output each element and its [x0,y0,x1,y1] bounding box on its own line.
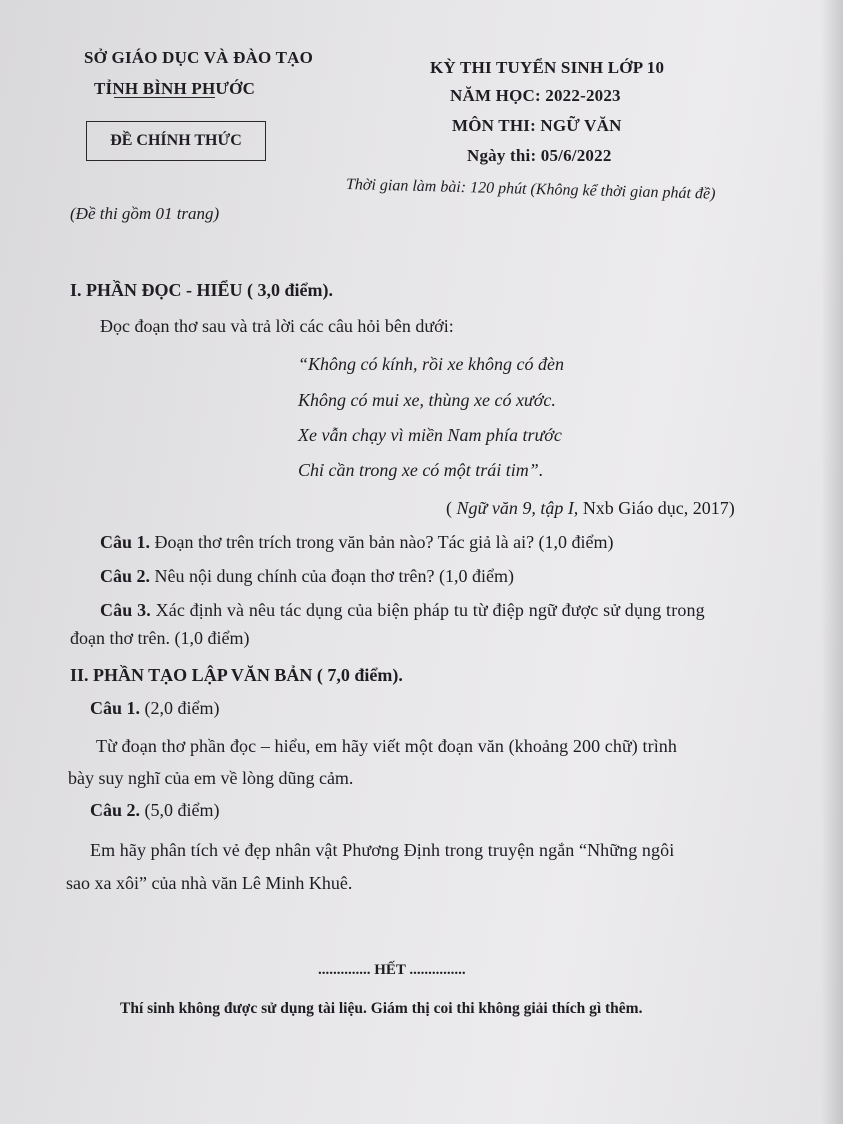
part1-heading: I. PHẦN ĐỌC - HIỂU ( 3,0 điểm). [70,280,333,300]
exam-title: KỲ THI TUYỂN SINH LỚP 10 [430,58,665,77]
school-year: NĂM HỌC: 2022-2023 [450,86,621,105]
poem-line: Xe vẫn chạy vì miền Nam phía trước [298,425,562,445]
part2-question-1-line1: Từ đoạn thơ phần đọc – hiểu, em hãy viết một đoạn văn (khoảng 200 chữ) trình [96,736,677,756]
official-exam-box [86,121,266,161]
part2-heading: II. PHẦN TẠO LẬP VĂN BẢN ( 7,0 điểm). [70,665,403,685]
source-publisher: Nxb Giáo dục, 2017) [578,498,735,518]
exam-duration: Thời gian làm bài: 120 phút (Không kể thời gian phát đề) [345,176,716,203]
exam-date: Ngày thi: 05/6/2022 [467,146,612,165]
end-marker: .............. HẾT ............... [318,962,466,978]
department-name: SỞ GIÁO DỤC VÀ ĐÀO TẠO [84,48,314,67]
part2-question-2 [90,800,220,821]
poem-source [446,498,735,519]
part2-question-1 [90,698,220,719]
part2-question-1-line2: bày suy nghĩ của em về lòng dũng cảm. [68,768,354,788]
source-book: Ngữ văn 9, tập I, [456,498,579,518]
province-text: TỈNH BÌNH PHƯỚC [94,79,256,98]
poem-line: Chỉ cần trong xe có một trái tim”. [298,460,544,480]
question-label: Câu 2. [100,566,151,586]
page-count-note: (Đề thi gồm 01 trang) [70,204,220,223]
part1-question-1 [100,532,614,553]
part2-question-2-line1: Em hãy phân tích vẻ đẹp nhân vật Phương Định trong truyện ngắn “Những ngôi [90,840,675,860]
exam-subject: MÔN THI: NGỮ VĂN [452,116,622,135]
part1-question-3 [100,600,705,621]
source-open: ( [446,498,457,518]
question-label: Câu 3. [100,600,151,620]
province-name [94,79,255,99]
paper-shadow [821,0,843,1124]
footer-note: Thí sinh không được sử dụng tài liệu. Giám thị coi thi không giải thích gì thêm. [120,1000,643,1017]
poem-line: Không có mui xe, thùng xe có xước. [298,390,556,410]
part1-question-3-cont: đoạn thơ trên. (1,0 điểm) [70,628,250,648]
part1-question-2 [100,566,514,587]
question-points: (5,0 điểm) [140,800,220,820]
question-text: Đoạn thơ trên trích trong văn bản nào? Tác giả là ai? (1,0 điểm) [150,532,614,552]
part1-instruction: Đọc đoạn thơ sau và trả lời các câu hỏi bên dưới: [100,316,454,336]
question-text: Nêu nội dung chính của đoạn thơ trên? (1,0 điểm) [150,566,514,586]
question-label: Câu 2. [90,800,141,820]
part2-question-2-line2: sao xa xôi” của nhà văn Lê Minh Khuê. [66,873,353,893]
poem-line: “Không có kính, rồi xe không có đèn [298,354,564,374]
question-points: (2,0 điểm) [140,698,220,718]
question-label: Câu 1. [90,698,141,718]
official-label: ĐỀ CHÍNH THỨC [110,132,242,149]
question-label: Câu 1. [100,532,151,552]
question-text: Xác định và nêu tác dụng của biện pháp tu từ điệp ngữ được sử dụng trong [150,600,705,620]
